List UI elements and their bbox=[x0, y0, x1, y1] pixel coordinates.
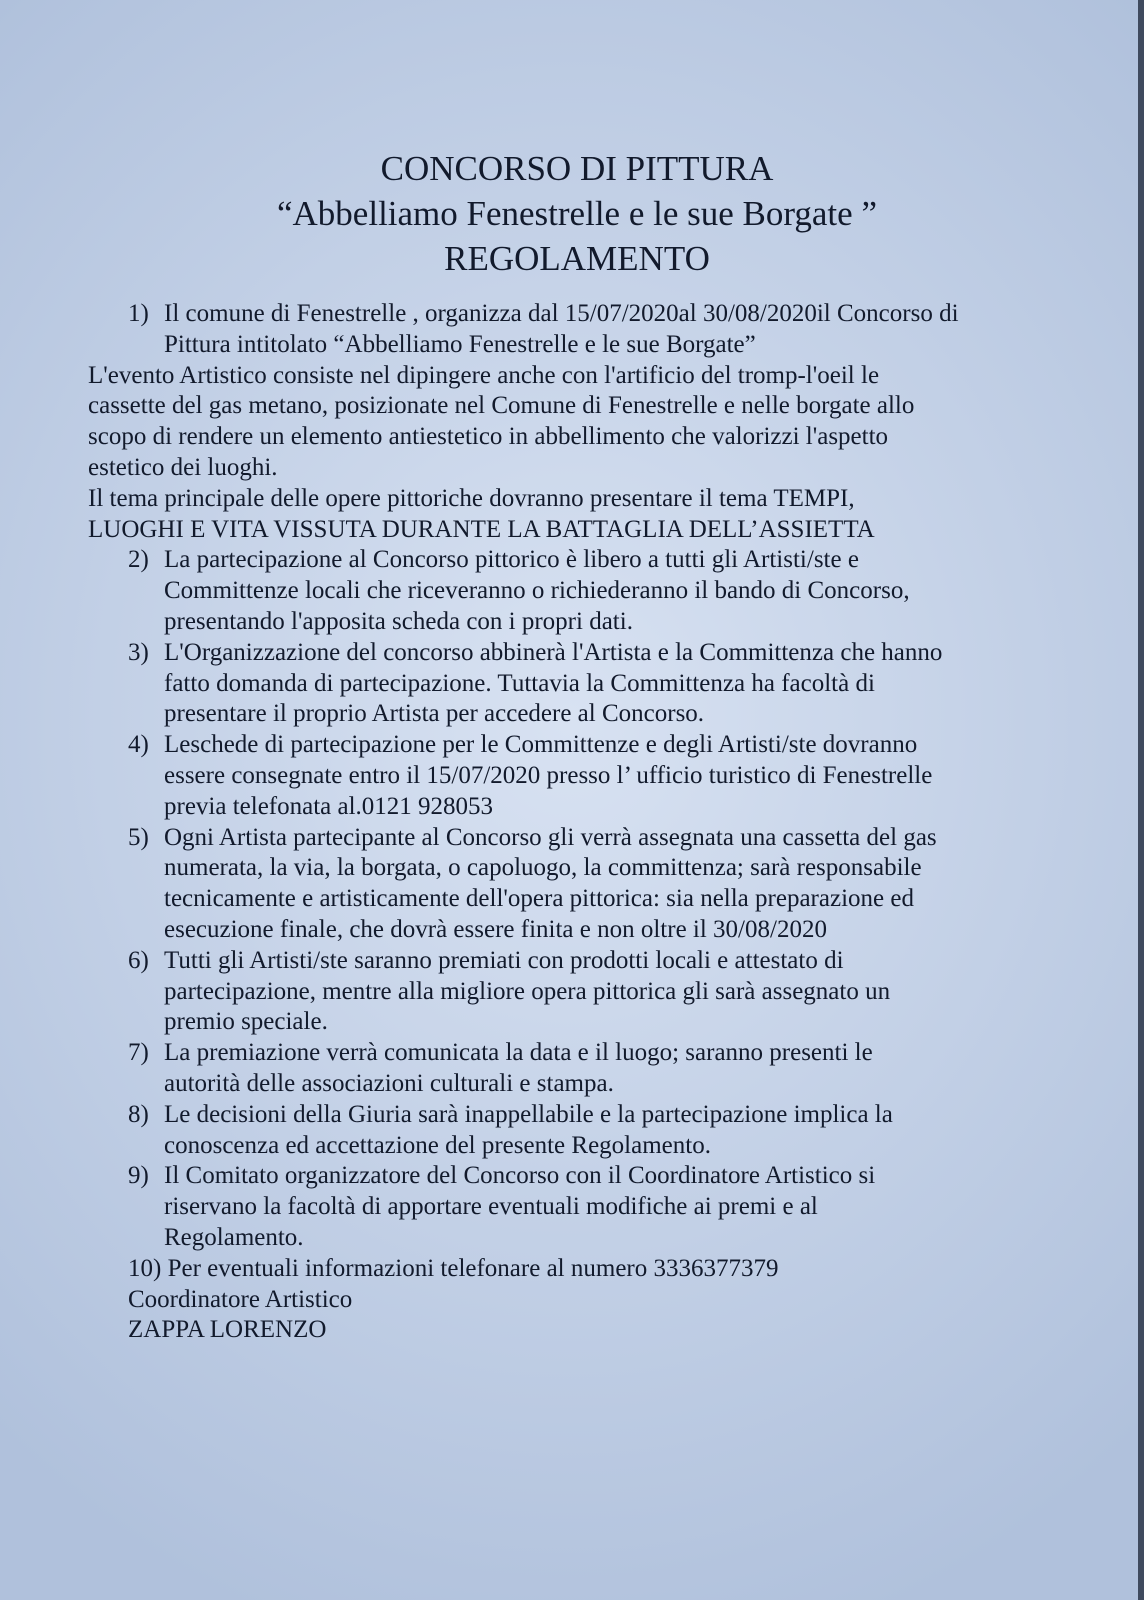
title-contest: CONCORSO DI PITTURA bbox=[380, 149, 774, 188]
description-line: estetico dei luoghi. bbox=[88, 453, 278, 481]
rule-line: presentare il proprio Artista per accedere al Concorso. bbox=[164, 700, 705, 728]
rule-line: Tutti gli Artisti/ste saranno premiati con prodotti locali e attestato di bbox=[164, 946, 844, 974]
rule-9 bbox=[88, 1161, 1078, 1253]
description-line: scopo di rendere un elemento antiestetico in abbellimento che valorizzi l'aspetto bbox=[88, 423, 889, 451]
rule-line: riservano la facoltà di apportare eventuali modifiche ai premi e al bbox=[164, 1193, 818, 1221]
document-body bbox=[88, 146, 1078, 1346]
rule-line: fatto domanda di partecipazione. Tuttavia la Committenza ha facoltà di bbox=[164, 669, 875, 697]
rule-number: 1) bbox=[128, 300, 149, 327]
signature-name: ZAPPA LORENZO bbox=[128, 1316, 327, 1344]
title-slogan: “Abbelliamo Fenestrelle e le sue Borgate ” bbox=[277, 194, 877, 233]
rule-line: Le decisioni della Giuria sarà inappellabile e la partecipazione implica la bbox=[164, 1100, 893, 1128]
rule-line: presentando l'apposita scheda con i propri dati. bbox=[164, 607, 633, 635]
rule-line: numerata, la via, la borgata, o capoluogo, la committenza; sarà responsabile bbox=[164, 854, 922, 882]
rule-line: premio speciale. bbox=[164, 1008, 328, 1036]
rule-line: conoscenza ed accettazione del presente Regolamento. bbox=[164, 1131, 711, 1159]
description-line: LUOGHI E VITA VISSUTA DURANTE LA BATTAGLIA DELL’ASSIETTA bbox=[88, 515, 875, 543]
rule-line: La partecipazione al Concorso pittorico è libero a tutti gli Artisti/ste e bbox=[164, 546, 859, 574]
rule-line: previa telefonata al.0121 928053 bbox=[164, 792, 494, 820]
title-regulation: REGOLAMENTO bbox=[444, 239, 710, 278]
document-header bbox=[82, 146, 1072, 281]
description-line: cassette del gas metano, posizionate nel Comune di Fenestrelle e nelle borgate allo bbox=[88, 392, 915, 420]
event-description bbox=[88, 361, 1078, 546]
rule-number: 3) bbox=[128, 638, 149, 666]
rule-10: 10) Per eventuali informazioni telefonare al numero 3336377379 bbox=[128, 1254, 779, 1282]
rule-number: 5) bbox=[128, 823, 149, 851]
rule-line: Leschede di partecipazione per le Committenze e degli Artisti/ste dovranno bbox=[164, 731, 918, 759]
rule-3 bbox=[88, 638, 1078, 730]
signature-role: Coordinatore Artistico bbox=[128, 1285, 353, 1313]
paper-edge-shadow bbox=[1138, 0, 1144, 1600]
rule-5 bbox=[88, 823, 1078, 946]
rule-line: partecipazione, mentre alla migliore opera pittorica gli sarà assegnato un bbox=[164, 977, 891, 1005]
rule-line: Il comune di Fenestrelle , organizza dal 15/07/2020al 30/08/2020il Concorso di bbox=[164, 300, 959, 327]
rule-2 bbox=[88, 545, 1078, 637]
rule-number: 7) bbox=[128, 1039, 149, 1067]
rule-number: 9) bbox=[128, 1162, 149, 1190]
rule-line: Ogni Artista partecipante al Concorso gli verrà assegnata una cassetta del gas bbox=[164, 823, 937, 851]
rule-line: L'Organizzazione del concorso abbinerà l'Artista e la Committenza che hanno bbox=[164, 638, 943, 666]
rule-line: tecnicamente e artisticamente dell'opera pittorica: sia nella preparazione ed bbox=[164, 885, 914, 913]
rule-line: Committenze locali che riceveranno o richiederanno il bando di Concorso, bbox=[164, 577, 910, 605]
rule-line: essere consegnate entro il 15/07/2020 presso l’ ufficio turistico di Fenestrelle bbox=[164, 761, 933, 789]
signature-block bbox=[88, 1285, 1078, 1347]
rule-line: Pittura intitolato “Abbelliamo Fenestrelle e le sue Borgate” bbox=[164, 330, 756, 358]
description-line: Il tema principale delle opere pittoriche dovranno presentare il tema TEMPI, bbox=[88, 484, 855, 512]
rule-number: 8) bbox=[128, 1100, 149, 1128]
rule-line: Il Comitato organizzatore del Concorso con il Coordinatore Artistico si bbox=[164, 1162, 876, 1190]
rule-number: 4) bbox=[128, 731, 149, 759]
rule-number: 6) bbox=[128, 946, 149, 974]
rule-4 bbox=[88, 730, 1078, 822]
rule-8 bbox=[88, 1100, 1078, 1162]
rule-7 bbox=[88, 1038, 1078, 1100]
rule-line: autorità delle associazioni culturali e stampa. bbox=[164, 1069, 614, 1097]
description-line: L'evento Artistico consiste nel dipingere anche con l'artificio del tromp-l'oeil le bbox=[88, 361, 880, 389]
rules-text bbox=[88, 299, 1078, 1346]
rule-number: 2) bbox=[128, 546, 149, 574]
rule-line: esecuzione finale, che dovrà essere finita e non oltre il 30/08/2020 bbox=[164, 915, 827, 943]
rule-line: La premiazione verrà comunicata la data e il luogo; saranno presenti le bbox=[164, 1039, 873, 1067]
rule-line: Regolamento. bbox=[164, 1223, 304, 1251]
rule-1 bbox=[88, 299, 1078, 361]
rule-6 bbox=[88, 946, 1078, 1038]
